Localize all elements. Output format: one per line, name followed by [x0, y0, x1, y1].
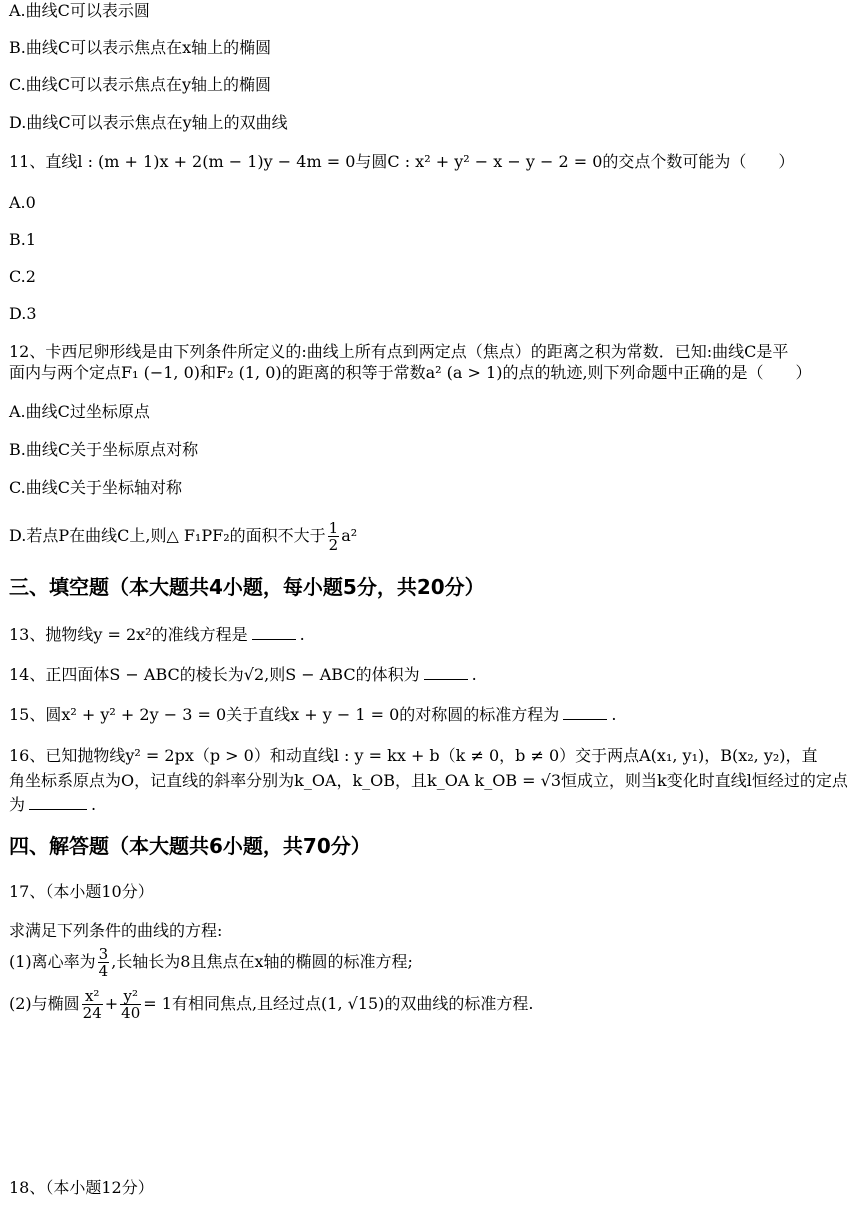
q10-option-d: D.曲线C可以表示焦点在y轴上的双曲线: [9, 113, 288, 132]
q17-part1-text: (1)离心率为: [9, 952, 96, 971]
q11-option-b: B.1: [9, 230, 37, 249]
q17-part2-rest: = 1有相同焦点,且经过点(1, √15)的双曲线的标准方程.: [143, 994, 534, 1013]
q12-option-d: [9, 520, 850, 553]
q10-option-b: B.曲线C可以表示焦点在x轴上的椭圆: [9, 38, 272, 57]
q17-header: 17、（本小题10分）: [9, 882, 154, 901]
q16-line2: 角坐标系原点为O，记直线的斜率分别为k_OA，k_OB，且k_OA k_OB = √3恒成立，则当k变化时直线l恒经过的定点: [9, 771, 848, 790]
q16-text: 为: [9, 795, 26, 814]
q11-stem: 11、直线l : (m + 1)x + 2(m − 1)y − 4m = 0与圆C : x² + y² − x − y − 2 = 0的交点个数可能为（ ）: [9, 152, 795, 171]
q15-text: 15、圆x² + y² + 2y − 3 = 0关于直线x + y − 1 = 0的对称圆的标准方程为: [9, 705, 560, 724]
q18-header: 18、（本小题12分）: [9, 1178, 154, 1197]
q13-text: 13、抛物线y = 2x²的准线方程是: [9, 625, 248, 644]
q11-option-c: C.2: [9, 267, 36, 286]
q13-end: .: [299, 625, 305, 644]
fraction: [98, 946, 110, 979]
section-heading-answer: 四、解答题（本大题共6小题，共70分）: [9, 834, 371, 858]
fraction-numerator: x²: [82, 988, 103, 1005]
q16-line3: [9, 794, 850, 816]
q11-option-a: A.0: [9, 193, 36, 212]
fraction-numerator: 3: [98, 945, 109, 963]
q13: [9, 624, 850, 646]
fraction-numerator: y²: [120, 988, 141, 1005]
fraction: [328, 520, 340, 553]
answer-blank: [563, 705, 607, 720]
q12-option-d-text: D.若点P在曲线C上,则△ F₁PF₂的面积不大于: [9, 526, 326, 545]
q17-intro: 求满足下列条件的曲线的方程:: [9, 921, 223, 940]
q17-part2: [9, 988, 850, 1021]
q17-part1: [9, 946, 850, 979]
section-heading-fill-in: 三、填空题（本大题共4小题，每小题5分，共20分）: [9, 575, 485, 599]
plus-sign: +: [104, 994, 119, 1013]
q10-option-c: C.曲线C可以表示焦点在y轴上的椭圆: [9, 75, 272, 94]
fraction-denominator: 2: [328, 536, 339, 554]
q16-line1: 16、已知抛物线y² = 2px（p > 0）和动直线l : y = kx + b（k ≠ 0，b ≠ 0）交于两点A(x₁, y₁)，B(x₂, y₂)，直: [9, 746, 818, 765]
q12-option-c: C.曲线C关于坐标轴对称: [9, 478, 183, 497]
q16-end: .: [91, 795, 97, 814]
fraction: [82, 988, 103, 1021]
q14: [9, 664, 850, 686]
q10-option-a: A.曲线C可以表示圆: [9, 1, 150, 20]
answer-blank: [252, 625, 296, 640]
fraction-denominator: 40: [121, 1004, 141, 1022]
q12-option-a: A.曲线C过坐标原点: [9, 402, 150, 421]
fraction-denominator: 4: [98, 962, 109, 980]
q12-option-d-suffix: a²: [341, 526, 358, 545]
answer-blank: [424, 665, 468, 680]
q15-end: .: [611, 705, 617, 724]
fraction: [120, 988, 141, 1021]
q14-end: .: [471, 665, 477, 684]
q12-option-b: B.曲线C关于坐标原点对称: [9, 440, 199, 459]
q12-stem-line1: 12、卡西尼卵形线是由下列条件所定义的:曲线上所有点到两定点（焦点）的距离之积为常数．已知:曲线C是平: [9, 342, 789, 361]
q14-text: 14、正四面体S − ABC的棱长为√2,则S − ABC的体积为: [9, 665, 420, 684]
q12-stem-line2: 面内与两个定点F₁ (−1, 0)和F₂ (1, 0)的距离的积等于常数a² (a > 1)的点的轨迹,则下列命题中正确的是（ ）: [9, 363, 812, 382]
fraction-denominator: 24: [82, 1004, 102, 1022]
q11-option-d: D.3: [9, 304, 37, 323]
q17-part2-text: (2)与椭圆: [9, 994, 80, 1013]
answer-blank: [29, 795, 87, 810]
q15: [9, 704, 850, 726]
q17-part1-rest: ,长轴长为8且焦点在x轴的椭圆的标准方程;: [111, 952, 413, 971]
fraction-numerator: 1: [328, 519, 339, 537]
